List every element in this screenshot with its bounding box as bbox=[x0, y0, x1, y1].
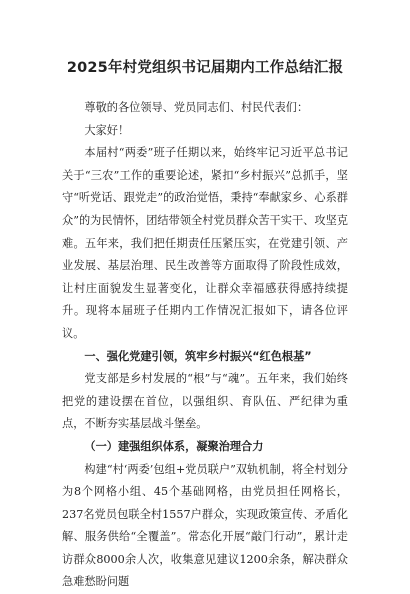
section-paragraph: 党支部是乡村发展的“根”与“魂”。五年来，我们始终把党的建设摆在首位，以强组织、育队伍、严纪律为重点，不断夯实基层战斗堡垒。 bbox=[62, 368, 348, 436]
document-title: 2025年村党组织书记届期内工作总结汇报 bbox=[0, 56, 410, 77]
greeting: 大家好！ bbox=[62, 120, 348, 143]
subsection-paragraph: 构建“村‘两委’包组+党员联户”双轨机制，将全村划分为8个网格小组、45个基础网格，由党员担任网格长，237名党员包联全村1557户群众，实现政策宣传、矛盾化解、服务供给“全覆盖”。常态化开展“敲门行动”，累计走访群众8000余人次，收集意见建议1200余条，解决群众急难愁盼问题 bbox=[62, 459, 348, 594]
document-body bbox=[62, 97, 348, 594]
section-heading: 一、强化党建引领，筑牢乡村振兴“红色根基” bbox=[62, 346, 348, 369]
salutation: 尊敬的各位领导、党员同志们、村民代表们： bbox=[62, 97, 348, 120]
subsection-heading: （一）建强组织体系，凝聚治理合力 bbox=[62, 436, 348, 459]
intro-paragraph: 本届村“两委”班子任期以来，始终牢记习近平总书记关于“三农”工作的重要论述，紧扣“乡村振兴”总抓手，坚守“听党话、跟党走”的政治觉悟，秉持“奉献家乡、心系群众”的为民情怀，团结带领全村党员群众苦干实干、攻坚克难。五年来，我们把任期责任压紧压实，在党建引领、产业发展、基层治理、民生改善等方面取得了阶段性成效，让村庄面貌发生显著变化，让群众幸福感获得感持续提升。现将本届班子任期内工作情况汇报如下，请各位评议。 bbox=[62, 142, 348, 345]
